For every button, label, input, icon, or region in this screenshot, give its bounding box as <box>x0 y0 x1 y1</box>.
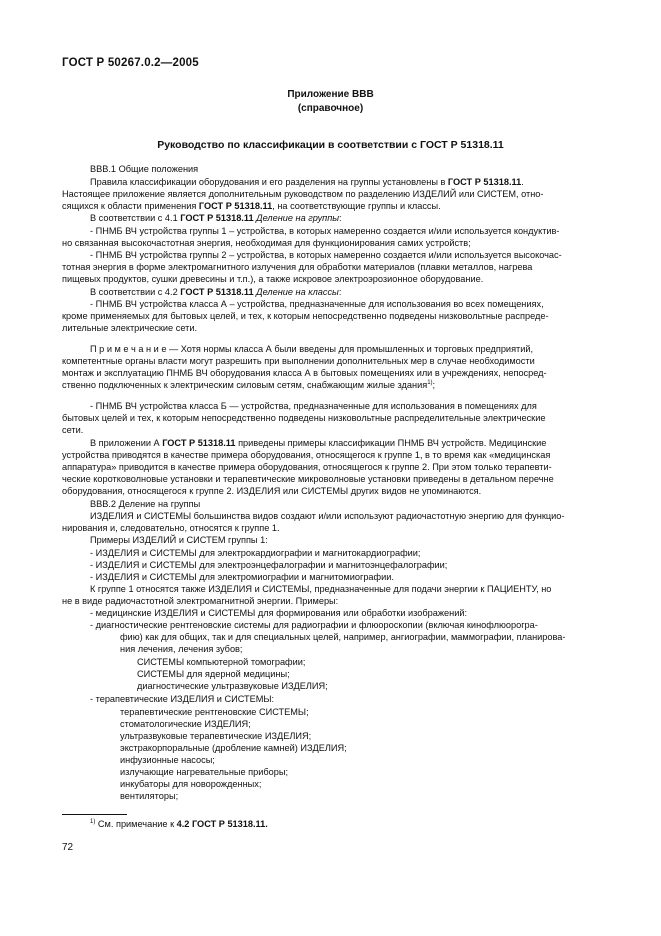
text-line: устройства приводятся в качестве примера оборудования, относящегося к группе 1, в то время как «медицинская <box>62 450 551 460</box>
list-item: - ИЗДЕЛИЯ и СИСТЕМЫ для электромиографии и магнитомиографии. <box>90 572 394 582</box>
list-item: СИСТЕМЫ для ядерной медицины; <box>137 669 290 679</box>
text-line: фию) как для общих, так и для специальных целей, например, ангиографии, маммографии, планирова- <box>120 632 566 642</box>
text-line: ИЗДЕЛИЯ и СИСТЕМЫ большинства видов создают и/или используют радиочастотную энергию для функцио- <box>90 511 565 521</box>
list-item: - диагностические рентгеновские системы для радиографии и флюороскопии (включая кинофлюорогра- <box>90 620 538 630</box>
text-line: - ПНМБ ВЧ устройства класса А – устройства, предназначенные для использования во всех помещениях, <box>90 299 544 309</box>
text-line: бытовых целей и тех, к которым непосредственно подведены низковольтные распределительные электрические <box>62 413 546 423</box>
text-line: оборудования, относящегося к группе 2. ИЗДЕЛИЯ или СИСТЕМЫ других видов не упоминаются. <box>62 486 482 496</box>
text-line: лительные электрические сети. <box>62 323 198 333</box>
section-heading-bbb1: ВВВ.1 Общие положения <box>90 164 199 174</box>
text-line: но связанная высокочастотная энергия, необходимая для функционирования самих устройств; <box>62 238 471 248</box>
text-line: нирования и, следовательно, относятся к группе 1. <box>62 523 280 533</box>
text-line: аппаратура» приводится в качестве примера оборудования, относящегося к группе 2. При этом только терапевти- <box>62 462 552 472</box>
note-line: компетентные органы власти могут разрешить при выполнении дополнительных мер в случае необходимости <box>62 356 535 366</box>
page-number: 72 <box>62 842 74 853</box>
list-item: - медицинские ИЗДЕЛИЯ и СИСТЕМЫ для формирования или обработки изображений: <box>90 608 468 618</box>
list-item: излучающие нагревательные приборы; <box>120 767 289 777</box>
text-line: Примеры ИЗДЕЛИЙ и СИСТЕМ группы 1: <box>90 535 268 545</box>
text-line: В приложении А ГОСТ Р 51318.11 приведены примеры классификации ПНМБ ВЧ устройств. Медицинские <box>90 438 547 448</box>
list-item: вентиляторы; <box>120 791 179 801</box>
footnote: $^{1)}$ См. примечание к 4.2 ГОСТ Р 51318.11. <box>90 818 268 829</box>
text-line: сети. <box>62 425 84 435</box>
list-item: СИСТЕМЫ компьютерной томографии; <box>137 657 306 667</box>
list-item: инкубаторы для новорожденных; <box>120 779 262 789</box>
annex-subtitle: (справочное) <box>297 103 364 114</box>
list-item: стоматологические ИЗДЕЛИЯ; <box>120 719 251 729</box>
text-line: В соответствии с 4.2 ГОСТ Р 51318.11 Деление на классы: <box>90 287 342 297</box>
document-header: ГОСТ Р 50267.0.2—2005 <box>62 57 199 69</box>
note-line: П р и м е ч а н и е — Хотя нормы класса А были введены для промышленных и торговых предприятий, <box>90 344 534 354</box>
text-line: сящихся к области применения ГОСТ Р 51318.11, на соответствующие группы и классы. <box>62 201 441 211</box>
footnote-ref: 1) <box>427 379 433 386</box>
list-item: экстракорпоральные (дробление камней) ИЗДЕЛИЯ; <box>120 743 347 753</box>
text-line: кроме применяемых для бытовых целей, и тех, к которым непосредственно подведены низковольтные распреде- <box>62 311 549 321</box>
list-item: - ИЗДЕЛИЯ и СИСТЕМЫ для электроэнцефалографии и магнитоэнцефалографии; <box>90 560 448 570</box>
text-line: - ПНМБ ВЧ устройства группы 2 – устройства, в которых намеренно создается и/или используется высокочас- <box>90 250 562 260</box>
text-line: В соответствии с 4.1 ГОСТ Р 51318.11 Деление на группы: <box>90 213 342 223</box>
text-line: пищевых продуктов, сушки древесины и т.п.), а также искровое электроэрозионное оборудование. <box>62 274 484 284</box>
text-line: тотная энергия в форме электромагнитного излучения для обработки материалов (плавки металлов, нагрева <box>62 262 533 272</box>
list-item: терапевтические рентгеновские СИСТЕМЫ; <box>120 707 309 717</box>
guide-title: Руководство по классификации в соответствии с ГОСТ Р 51318.11 <box>157 139 504 151</box>
footnote-mark: 1) <box>90 818 96 825</box>
section-heading-bbb2: ВВВ.2 Деление на группы <box>90 499 201 509</box>
list-item: инфузионные насосы; <box>120 755 215 765</box>
text-line: Правила классификации оборудования и его разделения на группы установлены в ГОСТ Р 51318.11. <box>90 177 524 187</box>
note-line: ственно подключенных к электрическим силовым сетям, снабжающим жилые здания$^{1)}$; <box>62 379 436 390</box>
text-line: Настоящее приложение является дополнительным руководством по разделению ИЗДЕЛИЙ или СИСТЕМ, отно- <box>62 189 544 199</box>
text-line: К группе 1 относятся также ИЗДЕЛИЯ и СИСТЕМЫ, предназначенные для подачи энергии к ПАЦИЕНТУ, но <box>90 584 552 594</box>
list-item: - терапевтические ИЗДЕЛИЯ и СИСТЕМЫ: <box>90 694 275 704</box>
footnote-divider <box>62 814 127 815</box>
note-line: монтаж и эксплуатацию ПНМБ ВЧ оборудования класса А в бытовых помещениях или в учреждениях, непосред- <box>62 368 547 378</box>
text-line: ческие коротковолновые установки и терапевтические микроволновые установки приведены в детальном перечне <box>62 474 554 484</box>
text-line: - ПНМБ ВЧ устройства класса Б — устройства, предназначенные для использования в помещениях для <box>90 401 537 411</box>
list-item: ультразвуковые терапевтические ИЗДЕЛИЯ; <box>120 731 312 741</box>
text-line: не в виде радиочастотной электромагнитной энергии. Примеры: <box>62 596 339 606</box>
list-item: - ИЗДЕЛИЯ и СИСТЕМЫ для электрокардиографии и магнитокардиографии; <box>90 548 421 558</box>
text-line: - ПНМБ ВЧ устройства группы 1 – устройства, в которых намеренно создается и/или используется кондуктив- <box>90 226 560 236</box>
text-line: ния лечения, лечения зубов; <box>120 644 243 654</box>
annex-title: Приложение ВВВ <box>287 89 374 100</box>
list-item: диагностические ультразвуковые ИЗДЕЛИЯ; <box>137 681 328 691</box>
